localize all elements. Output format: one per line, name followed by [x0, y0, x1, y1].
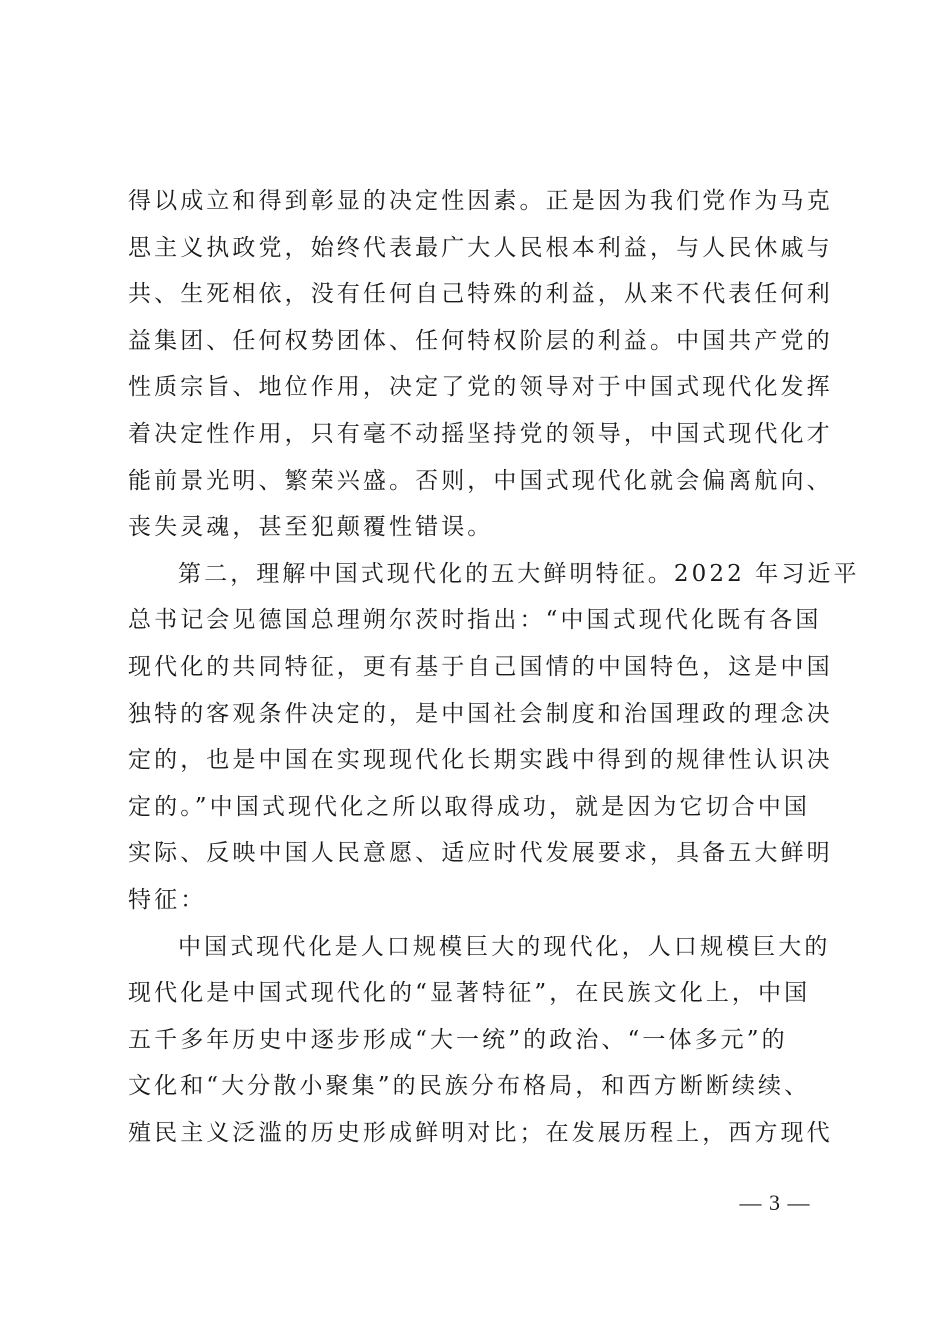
text-line: 定的。”中国式现代化之所以取得成功，就是因为它切合中国 — [128, 793, 810, 820]
text-line: 丧失灵魂，甚至犯颠覆性错误。 — [128, 514, 494, 541]
text-line: 益集团、任何权势团体、任何特权阶层的利益。中国共产党的 — [128, 327, 833, 354]
text-line: 独特的客观条件决定的，是中国社会制度和治国理政的理念决 — [128, 700, 833, 727]
text-line: 现代化是中国式现代化的“显著特征”，在民族文化上，中国 — [128, 980, 811, 1007]
text-line: 着决定性作用，只有毫不动摇坚持党的领导，中国式现代化才 — [128, 420, 833, 447]
text-line: 特征： — [128, 886, 207, 913]
text-line: 思主义执政党，始终代表最广大人民根本利益，与人民休戚与 — [128, 234, 833, 261]
document-body — [128, 178, 860, 1156]
text-line: 总书记会见德国总理朔尔茨时指出：“中国式现代化既有各国 — [128, 607, 822, 634]
text-line: 共、生死相依，没有任何自己特殊的利益，从来不代表任何利 — [128, 281, 833, 308]
paragraph-continuation — [128, 178, 833, 551]
paragraph-second-point — [128, 551, 860, 924]
text-line: 得以成立和得到彰显的决定性因素。正是因为我们党作为马克 — [128, 188, 833, 214]
text-line: 第二，理解中国式现代化的五大鲜明特征。2022 年习近平 — [178, 560, 860, 587]
text-line: 现代化的共同特征，更有基于自己国情的中国特色，这是中国 — [128, 653, 833, 680]
page-number: — 3 — — [739, 1190, 811, 1215]
text-line: 能前景光明、繁荣兴盛。否则，中国式现代化就会偏离航向、 — [128, 467, 833, 494]
text-line: 五千多年历史中逐步形成“大一统”的政治、“一体多元”的 — [128, 1026, 788, 1053]
text-line: 文化和“大分散小聚集”的民族分布格局，和西方断断续续、 — [128, 1073, 811, 1100]
text-line: 定的，也是中国在实现现代化长期实践中得到的规律性认识决 — [128, 747, 833, 774]
text-line: 中国式现代化是人口规模巨大的现代化，人口规模巨大的 — [178, 933, 831, 960]
text-line: 殖民主义泛滥的历史形成鲜明对比；在发展历程上，西方现代 — [128, 1119, 833, 1146]
text-line: 性质宗旨、地位作用，决定了党的领导对于中国式现代化发挥 — [128, 374, 833, 401]
paragraph-population-scale — [128, 924, 833, 1157]
text-line: 实际、反映中国人民意愿、适应时代发展要求，具备五大鲜明 — [128, 840, 833, 867]
